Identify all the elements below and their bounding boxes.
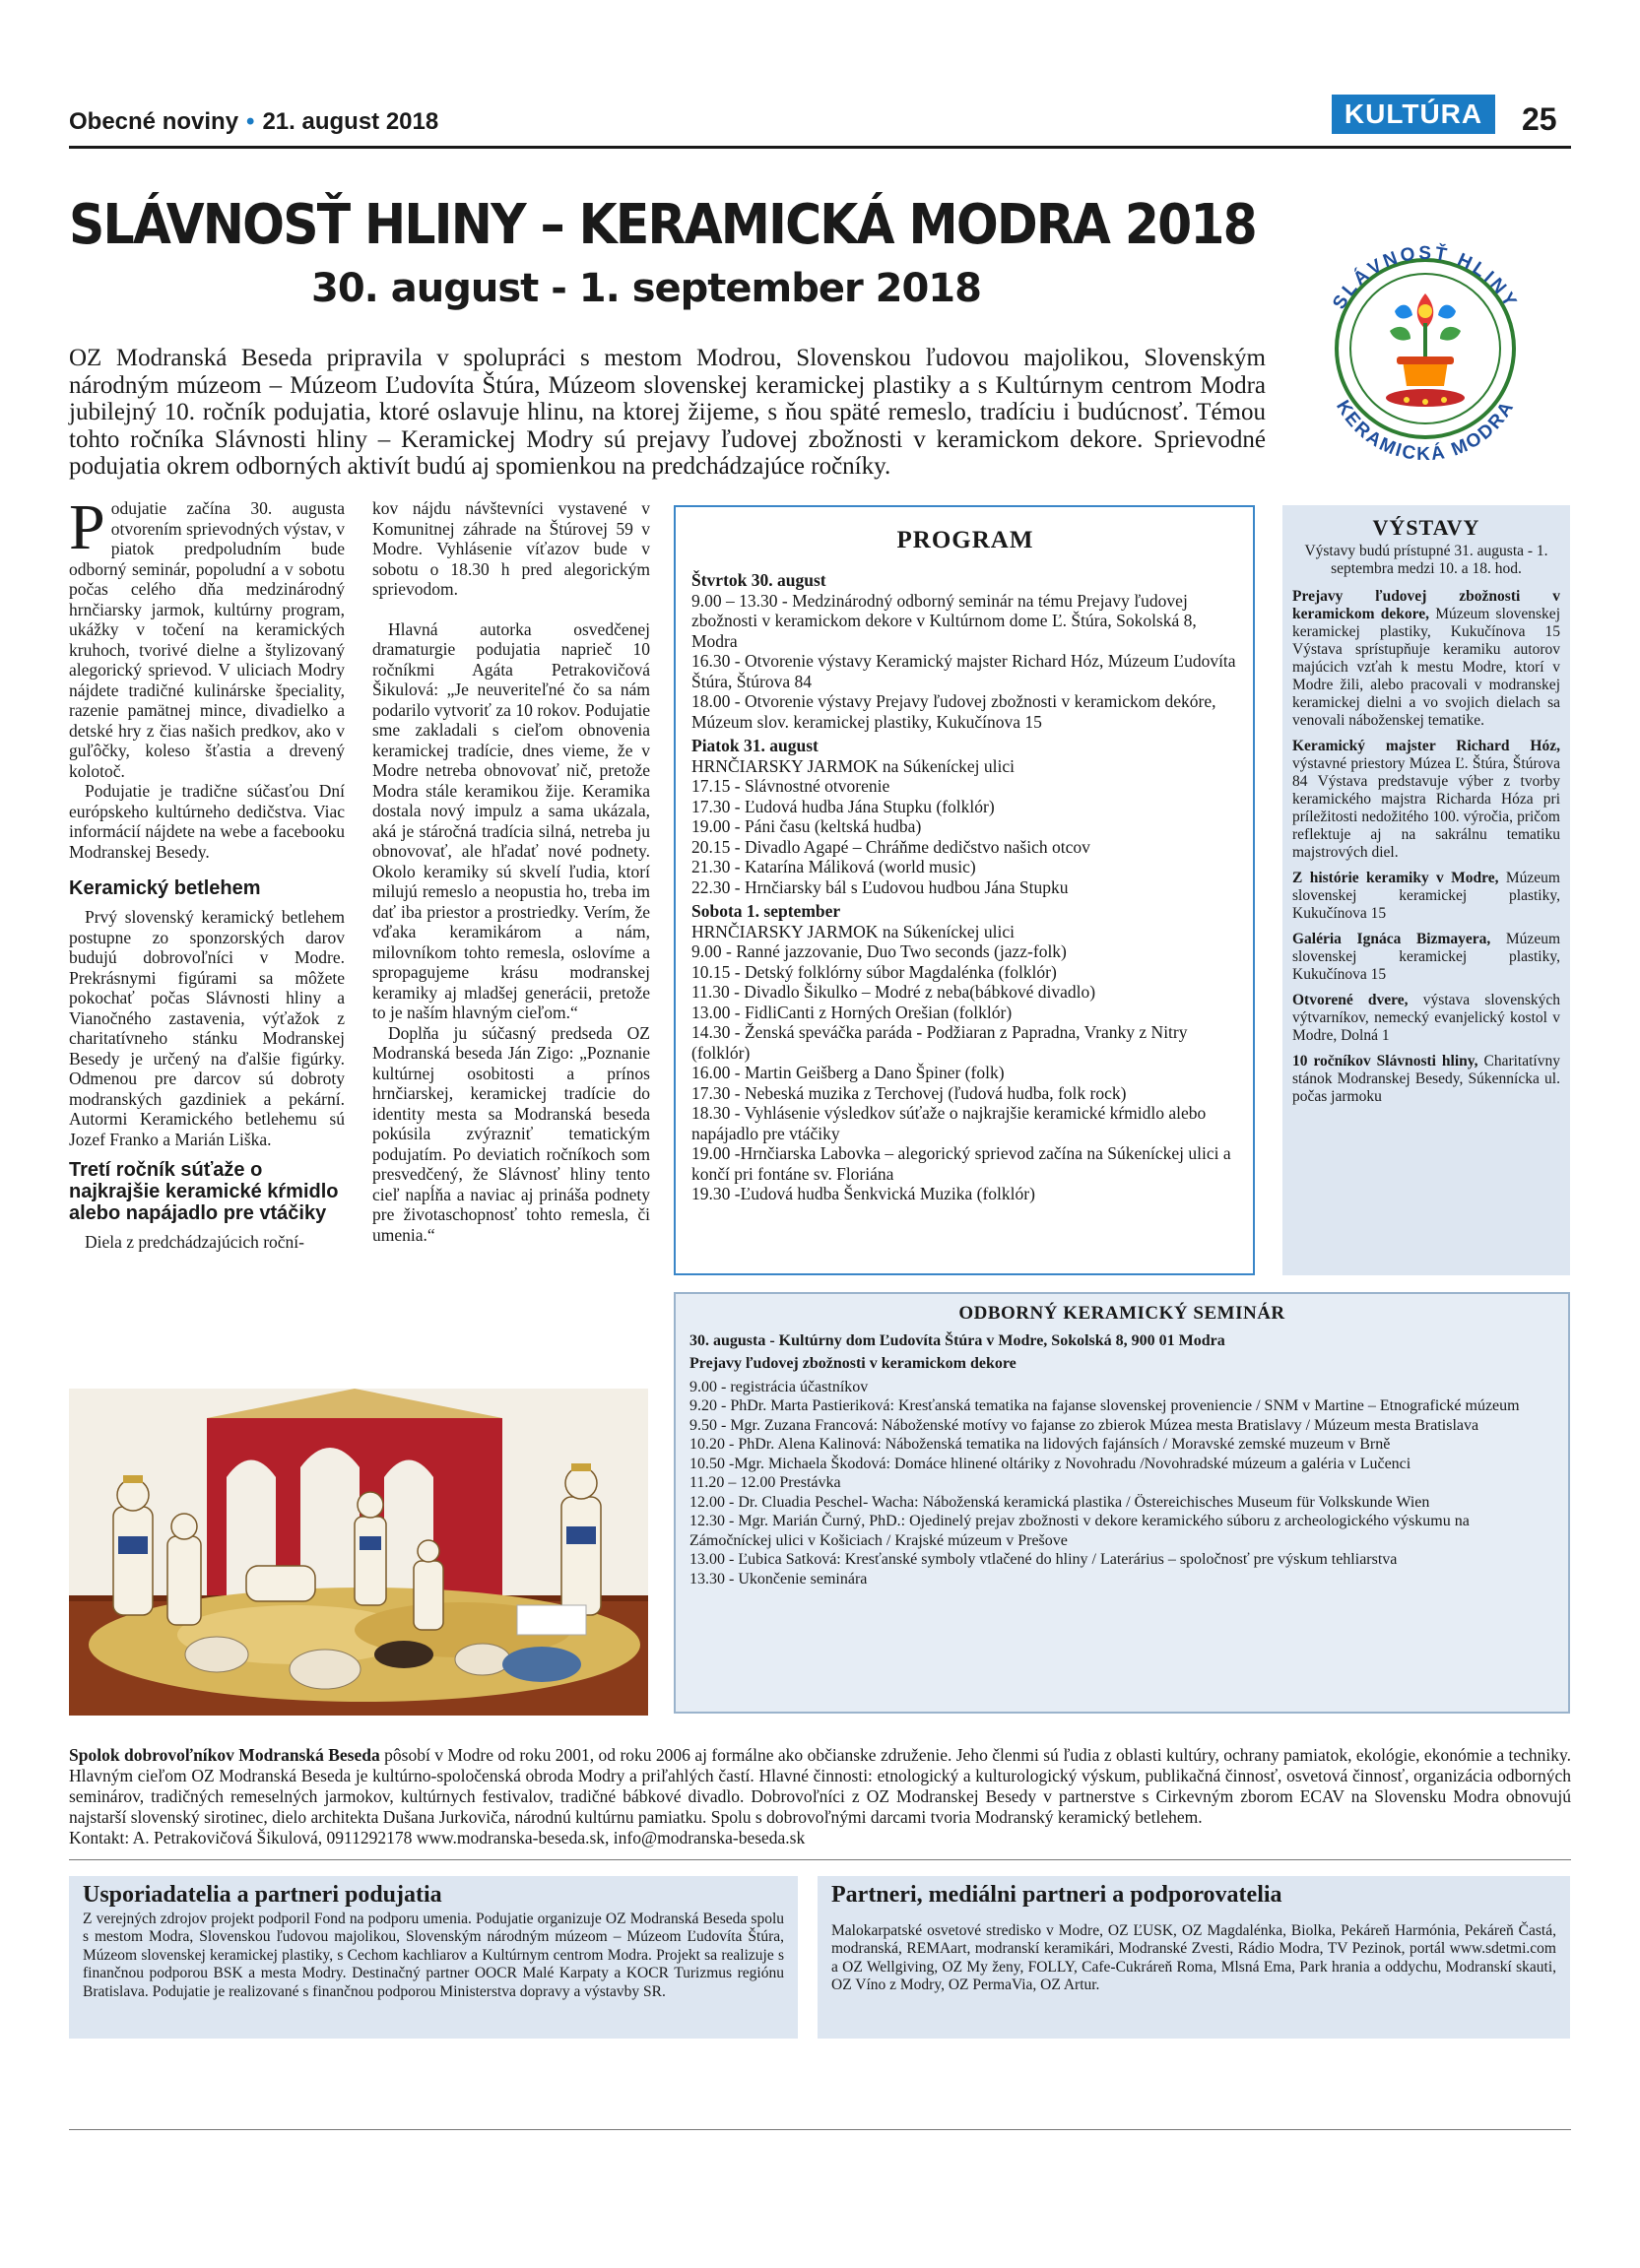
logo-bottom-text-path: KERAMICKÁ MODRA: [1332, 397, 1519, 466]
seminar-entry: 10.50 -Mgr. Michaela Škodová: Domáce hlinené oltáriky z Novohradu /Novohradské múzeum a galéria v Lučenci: [689, 1455, 1411, 1472]
program-entry: 17.15 - Slávnostné otvorenie: [691, 776, 890, 796]
exhibition-title: Z histórie keramiky v Modre,: [1292, 870, 1499, 886]
article-paragraph: Doplňa ju súčasný predseda OZ Modranská beseda Ján Zigo: „Poznanie kultúrnej osobitosti a prínos hrnčiarskej, keramickej tradície do identity mesta sa Modranská beseda pokúsila zvýrazniť tematickým podujatím. Po deviatich ročníkoch som presvedčený, že Slávnosť hliny tento cieľ napĺňa a naviac aj prináša podnety pre životaschopnosť tohto remesla, či umenia.“: [372, 1022, 650, 1245]
organizers-box: [69, 1876, 798, 2039]
program-day-title: Štvrtok 30. august: [691, 570, 826, 590]
exhibition-item: [1292, 931, 1560, 984]
program-entry: 14.30 - Ženská speváčka paráda - Podžiaran z Papradna, Vranky z Nitry (folklór): [691, 1022, 1188, 1063]
exhibition-details: výstava slovenských výtvarníkov, nemecký evanjelický kostol v Modre, Dolná 1: [1292, 992, 1560, 1044]
program-entry: 10.15 - Detský folklórny súbor Magdalénka (folklór): [691, 961, 1057, 982]
program-entry: 9.00 – 13.30 - Medzinárodný odborný seminár na tému Prejavy ľudovej zbožnosti v keramickom dekore v Kultúrnom dome Ľ. Štúra, Sokolská 8, Modra: [691, 590, 1197, 651]
article-column-1: [69, 491, 345, 1253]
exhibition-item: [1292, 870, 1560, 923]
flower-ornament-icon: [1386, 293, 1465, 407]
header-divider: [69, 146, 1571, 149]
seminar-topic: Prejavy ľudovej zbožnosti v keramickom dekore: [689, 1355, 1017, 1372]
article-subtitle: 30. august - 1. september 2018: [311, 266, 981, 311]
seminar-entry: 9.20 - PhDr. Marta Pastieriková: Kresťanská tematika na fajanse slovenskej proveniencie / SNM v Martine – Etnografické múzeum: [689, 1397, 1520, 1414]
program-entry: 20.15 - Divadlo Agapé – Chráňme dedičstvo našich otcov: [691, 836, 1090, 857]
about-text: pôsobí v Modre od roku 2001, od roku 2006 aj formálne ako občianske združenie. Jeho členmi sú ľudia z oblasti kultúry, ochrany pamiatok, ekológie, ekonómie a techniky. Hlavným cieľom OZ Modranská Beseda je kultúrno-spoločenská obroda Modry a priľahlých častí. Hlavné činnosti: etnologický a kulturologický výskum, publikačná činnosť, osvetová činnosť, organizácia odborných seminárov, tradičných remeselných jarmokov, kultúrnych festivalov, tradičné bábkové divadlo. Dobrovoľníci z OZ Modranskej Besedy v partnerstve s Cirkevným zborom ECAV na Slovensku Modra obnovujú najstarší slovenský sirotinec, dielo architekta Dušana Jurkoviča, národnú kultúrnu pamiatku. Spolu s dobrovoľnými darcami tvoria Modranský keramický betlehem.: [69, 1745, 1571, 1827]
spacer: [372, 600, 650, 619]
seminar-entry: 9.00 - registrácia účastníkov: [689, 1378, 869, 1395]
article-column-2: [372, 498, 650, 1245]
subheading-competition: Tretí ročník súťaže o najkrajšie keramické kŕmidlo alebo napájadlo pre vtáčiky: [69, 1159, 339, 1224]
program-entry: 9.00 - Ranné jazzovanie, Duo Two seconds (jazz-folk): [691, 941, 1067, 961]
exhibition-title: Prejavy ľudovej zbožnosti v keramickom dekore,: [1292, 588, 1560, 622]
article-paragraph: Diela z predchádzajúcich roční-: [85, 1232, 304, 1252]
program-day-title: Piatok 31. august: [691, 736, 819, 755]
exhibition-details: Charitatívny stánok Modranskej Besedy, Súkennícka ul. počas jarmoku: [1292, 1053, 1560, 1105]
contact-line: Kontakt: A. Petrakovičová Šikulová, 0911292178 www.modranska-beseda.sk, info@modranska-beseda.sk: [69, 1828, 806, 1847]
seminar-venue: 30. augusta - Kultúrny dom Ľudovíta Štúra v Modre, Sokolská 8, 900 01 Modra: [689, 1331, 1225, 1349]
program-box: [674, 505, 1255, 1275]
article-paragraph: Podujatie je tradične súčasťou Dní európskeho kultúrneho dedičstva. Viac informácií nájdete na webe a facebooku Modranskej Besedy.: [69, 781, 345, 862]
program-entry: 19.00 -Hrnčiarska Labovka – alegorický sprievod začína na Súkeníckej ulici a končí pri fontáne sv. Floriána: [691, 1143, 1231, 1184]
seminar-entry: 9.50 - Mgr. Zuzana Francová: Náboženské motívy vo fajanse zo zbierok Múzea mesta Bratislavy / Múzeum mesta Bratislava: [689, 1416, 1479, 1434]
about-association: [69, 1745, 1571, 1848]
program-entry: 17.30 - Nebeská muzika z Terchovej (ľudová hudba, folk rock): [691, 1082, 1127, 1103]
exhibition-details: Múzeum slovenskej keramickej plastiky, Kukučínova 15: [1292, 870, 1560, 922]
partners-text: Malokarpatské osvetové stredisko v Modre, OZ ĽUSK, OZ Magdalénka, Biolka, Pekáreň Harmónia, Pekáreň Častá, modranská, REMAart, modranskí keramikári, Modranské Zvesti, Rádio Modra, TV Pezinok, portál www.sdetmi.com a OZ Wellgiving, OZ My ženy, FOLLY, Cafe-Cukráreň Roma, Mlsná Ema, Park hrania a oddychu, Modranskí skauti, OZ Víno z Modry, OZ PermaVia, OZ Artur.: [831, 1921, 1556, 1993]
seminar-entry: 12.00 - Dr. Cluadia Peschel- Wacha: Náboženská keramická plastika / Östereichisches Museum für Volkskunde Wien: [689, 1493, 1430, 1511]
article-title: SLÁVNOSŤ HLINY – KERAMICKÁ MODRA 2018: [69, 193, 1256, 257]
program-day-title: Sobota 1. september: [691, 901, 841, 921]
article-paragraph: [69, 491, 345, 781]
program-entry: 11.30 - Divadlo Šikulko – Modré z neba(bábkové divadlo): [691, 982, 1096, 1002]
exhibitions-box: [1282, 505, 1570, 1275]
exhibition-item: [1292, 992, 1560, 1045]
publication-name: Obecné noviny: [69, 108, 239, 135]
program-entry: HRNČIARSKY JARMOK na Súkeníckej ulici: [691, 755, 1015, 776]
exhibitions-intro: Výstavy budú prístupné 31. augusta - 1. septembra medzi 10. a 18. hod.: [1304, 543, 1548, 577]
seminar-entry: 11.20 – 12.00 Prestávka: [689, 1474, 841, 1491]
bottom-divider: [69, 2129, 1571, 2130]
paragraph-text: odujatie začína 30. augusta otvorením sprievodných výstav, v piatok predpoludním bude odborný seminár, popoludní a v sobotu počas celého dňa medzinárodný hrnčiarsky jarmok, kultúrny program, ukážky v točení na keramických kruhoch, tvorivé dielne a štylizovaný alegorický sprievod. V uliciach Modry nájdete tradičné kulinárske špeciality, razenie pamätnej mince, divadielko a detské hry z čias našich predkov, ako v guľôčky, koleso šťastia a drevený kolotoč.: [69, 498, 345, 781]
program-entry: HRNČIARSKY JARMOK na Súkeníckej ulici: [691, 921, 1015, 941]
exhibition-item: [1292, 1053, 1560, 1106]
exhibition-details: Múzeum slovenskej keramickej plastiky, Kukučínova 15: [1292, 931, 1560, 983]
organizers-text: Z verejných zdrojov projekt podporil Fond na podporu umenia. Podujatie organizuje OZ Modranská Beseda spolu s mestom Modra, Slovenskou ľudovou majolikou, Slovenským národným múzeom – Múzeom Ľudovíta Štúra, Múzeom slovenskej keramickej plastiky, s Cechom kachliarov a Kultúrnym centrom Modra. Projekt sa realizuje s finančnou podporou BSK a mesta Modry. Destinačný partner OOCR Malé Karpaty a KOCR Turizmus regiónu Bratislava. Podujatie je realizované s finančnou podporou Ministerstva dopravy a výstavby SR.: [83, 1910, 784, 2000]
program-entry: 22.30 - Hrnčiarsky bál s Ľudovou hudbou Jána Stupku: [691, 876, 1069, 897]
exhibition-item: [1292, 738, 1560, 862]
seminar-entry: 13.30 - Ukončenie seminára: [689, 1570, 868, 1588]
program-entry: 21.30 - Katarína Máliková (world music): [691, 857, 976, 876]
organizers-heading: Usporiadatelia a partneri podujatia: [83, 1882, 442, 1908]
exhibitions-list: [1292, 588, 1560, 1106]
exhibition-title: Otvorené dvere,: [1292, 992, 1409, 1008]
program-entry: 19.00 - Páni času (keltská hudba): [691, 816, 922, 836]
drop-cap: P: [69, 491, 105, 563]
seminar-box: [674, 1292, 1570, 1714]
exhibition-item: [1292, 588, 1560, 730]
issue-date: 21. august 2018: [262, 108, 439, 135]
program-entry: 18.00 - Otvorenie výstavy Prejavy ľudovej zbožnosti v keramickom dekóre, Múzeum slov. keramickej plastiky, Kukučínova 15: [691, 691, 1216, 732]
program-entry: 17.30 - Ľudová hudba Jána Stupku (folklór): [691, 796, 995, 816]
exhibition-details: výstavné priestory Múzea Ľ. Štúra, Štúrova 84 Výstava predstavuje výber z tvorby keramického majstra Richarda Hóza pri príležitosti nedožitého 100. výročia, pričom reflektuje aj na sakrálnu tematiku majstrových diel.: [1292, 755, 1560, 861]
about-bold-lead: Spolok dobrovoľníkov Modranská Beseda: [69, 1745, 380, 1765]
exhibition-title: Galéria Ignáca Bizmayera,: [1292, 931, 1491, 947]
seminar-entry: 12.30 - Mgr. Marián Čurný, PhD.: Ojedinelý prejav zbožnosti v dekore keramického súboru z archeologického výskumu na Zámočníckej ulici v Košiciach / Krajské múzeum v Prešove: [689, 1513, 1470, 1549]
exhibitions-heading: VÝSTAVY: [1372, 515, 1480, 540]
page-number: 25: [1522, 101, 1557, 137]
program-heading: PROGRAM: [896, 527, 1034, 553]
seminar-entry: 10.20 - PhDr. Alena Kalinová: Náboženská tematika na lidových fajánsích / Moravské zemské muzeum v Brně: [689, 1436, 1391, 1453]
exhibition-title: 10 ročníkov Slávnosti hliny,: [1292, 1053, 1478, 1069]
article-paragraph: Hlavná autorka osvedčenej dramaturgie podujatia naprieč 10 ročníkmi Agáta Petrakovičová Šikulová: „Je neuveriteľné čo sa nám podarilo vytvoriť za 10 rokov. Podujatie sme zakladali s cieľom obnovenia keramickej tradície, dnes vieme, že v Modre netreba obnovovať nič, pretože Modra stále keramikou žije. Keramika dostala nový impulz a sama ukázala, aká je stáročná tradícia silná, netreba ju obnovovať, ale hľadať nové podnety. Okolo keramiky sú skvelí ľudia, ktorí milujú remeslo a neopustia ho, treba im dať iba priestor a prostriedky. Verím, že vďaka keramikárom a nám, milovníkom tohto remesla, oslovíme a spropagujeme krásu modranskej keramiky aj mladšej generácii, pretože to je naším hlavným cieľom.“: [372, 618, 650, 1022]
festival-logo: [1296, 213, 1554, 479]
exhibition-title: Keramický majster Richard Hóz,: [1292, 738, 1560, 754]
article-paragraph: kov nájdu návštevníci vystavené v Komunitnej záhrade na Štúrovej 59 v Modre. Vyhlásenie víťazov bude v sobotu o 18.30 h pred alegorickým sprievodom.: [372, 498, 650, 599]
program-entry: 13.00 - FidliCanti z Horných Orešian (folklór): [691, 1002, 1013, 1022]
about-paragraph: [69, 1745, 1571, 1828]
article-paragraph: Prvý slovenský keramický betlehem postupne zo sponzorských darov budujú dobrovoľníci v Modre. Prekrásnymi figúrami sa môžete pokochať počas Slávnosti hliny a Vianočného zastavenia, výťažok z charitatívneho stánku Modranskej Besedy je určený na ďalšie figúrky. Odmenou pre darcov sú dobroty modranských gazdiniek a pekární. Autormi Keramického betlehemu sú Jozef Franko a Marián Liška.: [69, 907, 345, 1149]
logo-top-text-path: SLÁVNOSŤ HLINY: [1329, 242, 1522, 313]
masthead: [69, 108, 438, 136]
seminar-schedule: [689, 1378, 1554, 1589]
program-entry: 16.00 - Martin Geišberg a Dano Špiner (folk): [691, 1063, 1005, 1082]
partners-heading: Partneri, mediálni partneri a podporovatelia: [831, 1882, 1282, 1908]
seminar-heading: ODBORNÝ KERAMICKÝ SEMINÁR: [958, 1303, 1285, 1324]
program-entry: 18.30 - Vyhlásenie výsledkov súťaže o najkrajšie keramické kŕmidlo alebo napájadlo pre vtáčiky: [691, 1103, 1207, 1143]
subheading-betlehem: Keramický betlehem: [69, 877, 261, 899]
section-label: KULTÚRA: [1332, 95, 1495, 134]
partners-box: [818, 1876, 1570, 2039]
separator-dot: •: [246, 108, 255, 135]
program-entry: 19.30 -Ľudová hudba Šenkvická Muzika (folklór): [691, 1184, 1035, 1203]
program-entry: 16.30 - Otvorenie výstavy Keramický majster Richard Hóz, Múzeum Ľudovíta Štúra, Štúrova 84: [691, 651, 1236, 691]
section-divider: [69, 1859, 1571, 1860]
nativity-photo: [69, 1389, 648, 1716]
intro-paragraph: OZ Modranská Beseda pripravila v spolupráci s mestom Modrou, Slovenskou ľudovou majolikou, Slovenským národným múzeom – Múzeom Ľudovíta Štúra, Múzeom slovenskej keramickej plastiky a s Kultúrnym centrom Modra jubilejný 10. ročník podujatia, ktoré oslavuje hlinu, na ktorej žijeme, s ňou späté remeslo, tradíciu i budúcnosť. Témou tohto ročníka Slávnosti hliny – Keramickej Modry sú prejavy ľudovej zbožnosti v keramickom dekore. Sprievodné podujatia okrem odborných aktivít budú aj spomienkou na predchádzajúce ročníky.: [69, 345, 1266, 480]
program-days: [691, 570, 1239, 1204]
exhibition-details: Múzeum slovenskej keramickej plastiky, Kukučínova 15 Výstava sprístupňuje keramiku autorov majúcich vzťah k mestu Modre, ktorí v Modre žili, alebo pracovali v modranskej keramickej dielni a vo svojich dielach sa venovali náboženskej tematike.: [1292, 606, 1560, 729]
seminar-entry: 13.00 - Ľubica Satková: Kresťanské symboly vtlačené do hliny / Laterárius – spoločnosť pre výskum tehliarstva: [689, 1551, 1398, 1568]
